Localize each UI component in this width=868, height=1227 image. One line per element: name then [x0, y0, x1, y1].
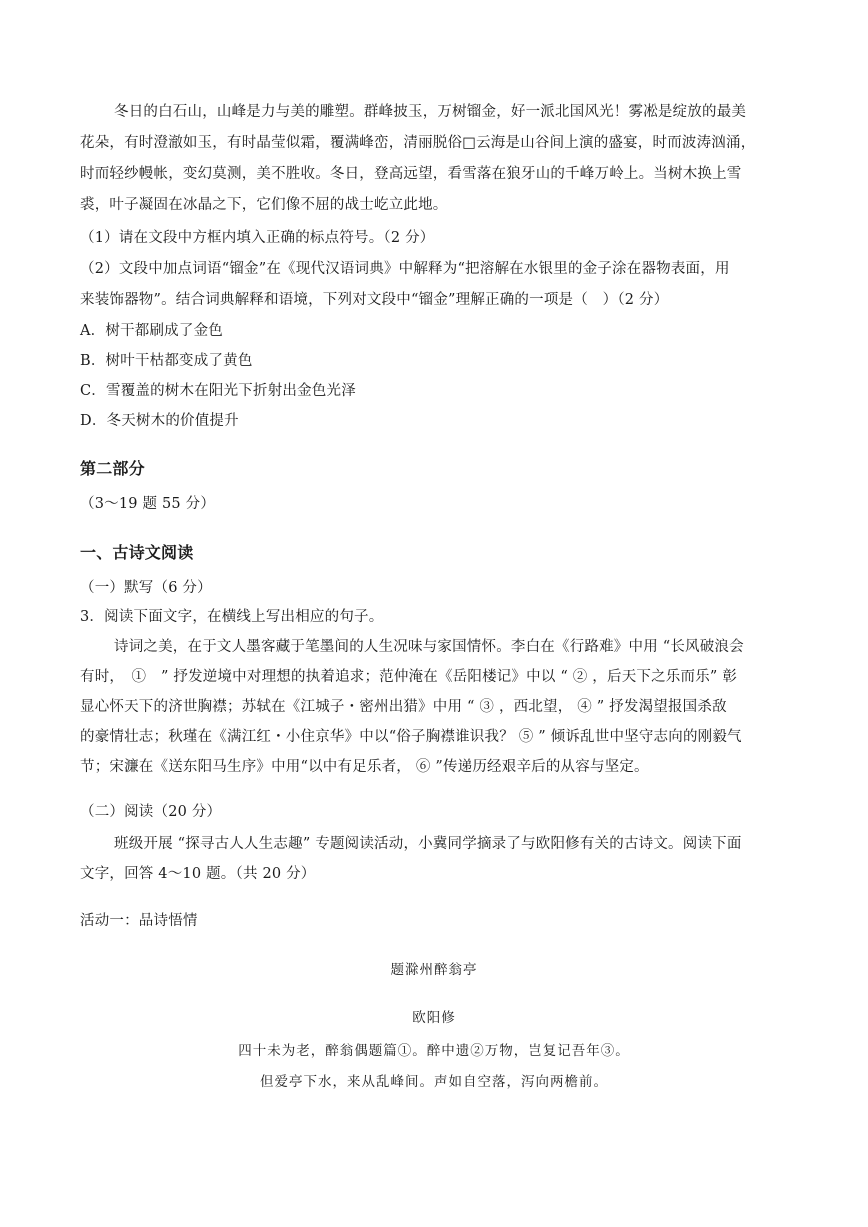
activity-label: 活动一：品诗悟情 [80, 913, 198, 929]
passage-line-3: 时而轻纱幔帐，变幻莫测，美不胜收。冬日，登高远望，看雪落在狼牙山的千峰万岭上。当树木换上雪 [80, 166, 742, 182]
option-c: C．雪覆盖的树木在阳光下折射出金色光泽 [80, 383, 356, 399]
question-3-line-1: 诗词之美，在于文人墨客藏于笔墨间的人生况味与家国情怀。李白在《行路难》中用 “长风破浪会 [114, 639, 744, 655]
question-2-line-2: 来装饰器物”。结合词典解释和语境，下列对文段中“镏金”理解正确的一项是（ ）（2 分） [80, 292, 669, 308]
poem-author: 欧阳修 [412, 1010, 456, 1026]
passage-line-4: 裘，叶子凝固在冰晶之下，它们像不屈的战士屹立此地。 [80, 197, 448, 213]
question-3-title: 3．阅读下面文字，在横线上写出相应的句子。 [80, 609, 384, 625]
question-3-line-5: 节；宋濂在《送东阳马生序》中用“以中有足乐者， ⑥ ”传递历经艰辛后的从容与坚定。 [80, 759, 649, 775]
part-two-title: 第二部分 [80, 459, 145, 478]
question-2-line-1: （2）文段中加点词语“镏金”在《现代汉语词典》中解释为“把溶解在水银里的金子涂在器物表面，用 [80, 261, 730, 277]
reading-intro-line-2: 文字，回答 4～10 题。（共 20 分） [80, 866, 316, 882]
subsection-dictation: （一）默写（6 分） [80, 580, 212, 596]
part-two-subtitle: （3～19 题 55 分） [80, 496, 216, 512]
poem-line-1: 四十未为老，醉翁偶题篇①。醉中遗②万物，岂复记吾年③。 [238, 1043, 630, 1059]
option-d: D．冬天树木的价值提升 [80, 413, 239, 429]
passage-line-1: 冬日的白石山，山峰是力与美的雕塑。群峰披玉，万树镏金，好一派北国风光！雾凇是绽放的最美 [114, 104, 747, 120]
option-a: A．树干都刷成了金色 [80, 323, 223, 339]
question-3-line-2: 有时， ① ” 抒发逆境中对理想的执着追求；范仲淹在《岳阳楼记》中以 “ ② ，后天下之乐而乐” 彰 [80, 669, 738, 685]
poem-title: 题滁州醉翁亭 [390, 962, 478, 978]
reading-intro-line-1: 班级开展 “探寻古人人生志趣” 专题阅读活动，小冀同学摘录了与欧阳修有关的古诗文。阅读下面 [114, 836, 742, 852]
question-3-line-4: 的豪情壮志；秋瑾在《满江红・小住京华》中以“俗子胸襟谁识我？ ⑤ ” 倾诉乱世中坚守志向的刚毅气 [80, 729, 742, 745]
poem-line-2: 但爱亭下水，来从乱峰间。声如自空落，泻向两檐前。 [260, 1074, 608, 1090]
passage-line-2: 花朵，有时澄澈如玉，有时晶莹似霜，覆满峰峦，清丽脱俗□云海是山谷间上演的盛宴，时而波涛汹涌， [80, 135, 756, 151]
subsection-reading: （二）阅读（20 分） [80, 804, 222, 820]
question-3-line-3: 显心怀天下的济世胸襟；苏轼在《江城子・密州出猎》中用 “ ③ ，西北望， ④ ” 抒发渴望报国杀敌 [80, 699, 727, 715]
section-title: 一、古诗文阅读 [80, 543, 194, 562]
question-1: （1）请在文段中方框内填入正确的标点符号。（2 分） [80, 230, 435, 246]
option-b: B．树叶干枯都变成了黄色 [80, 353, 253, 369]
